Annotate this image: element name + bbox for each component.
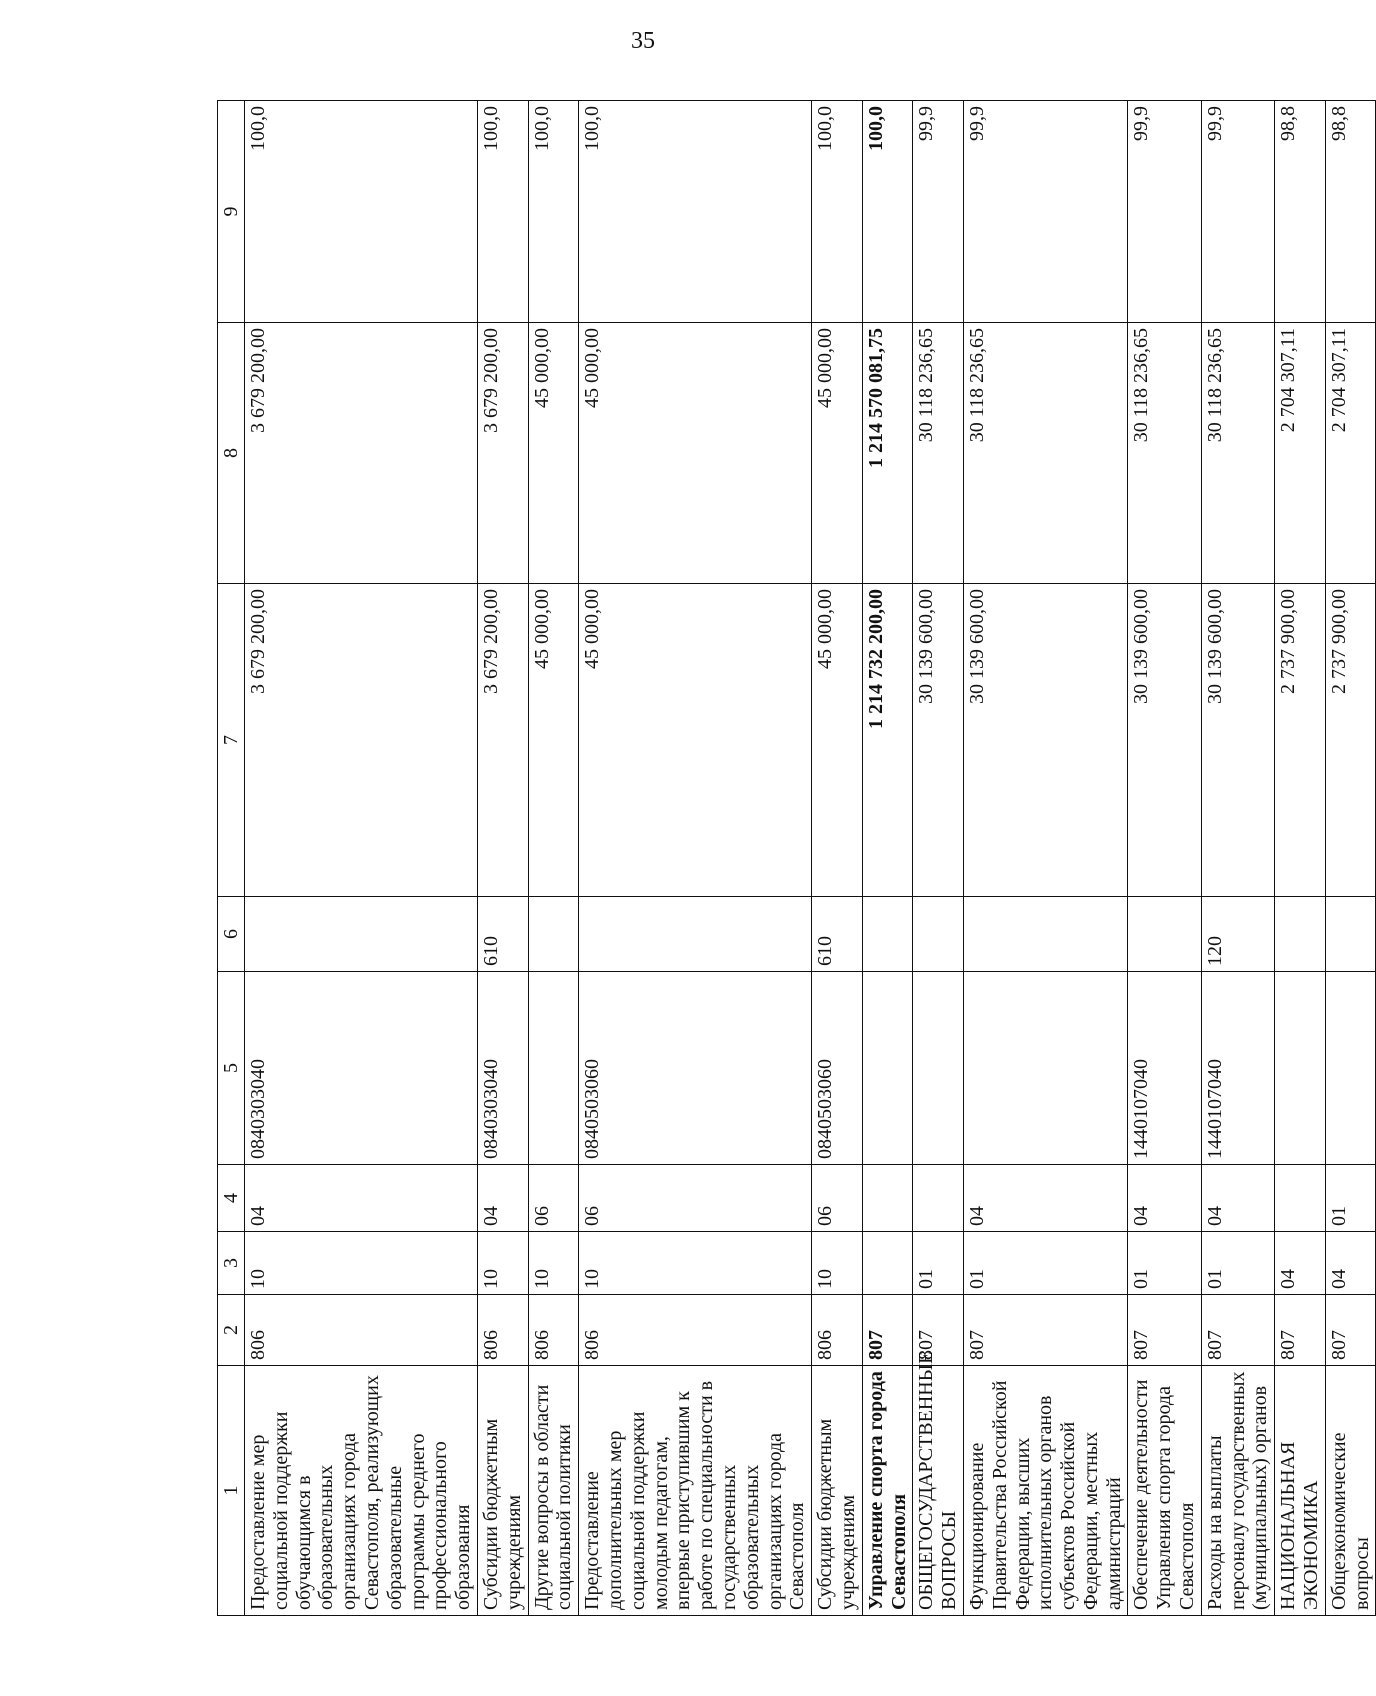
grbs-cell: 806 xyxy=(579,1295,812,1366)
row-name-cell: Расходы на выплаты персоналу государственных (муниципальных) органов xyxy=(1201,1366,1274,1616)
subsection-cell xyxy=(862,1165,913,1232)
fact-cell: 30 118 236,65 xyxy=(1128,323,1201,584)
percent-cell: 100,0 xyxy=(477,101,528,323)
fact-cell: 30 118 236,65 xyxy=(963,323,1128,584)
column-header: 7 xyxy=(218,584,245,897)
fact-cell: 45 000,00 xyxy=(528,323,579,584)
row-name-cell: Предоставление дополнительных мер социальной поддержки молодым педагогам, впервые приступившим к работе по специальности в государственных образовательных организациях города Севастополя xyxy=(579,1366,812,1616)
grbs-cell: 807 xyxy=(963,1295,1128,1366)
row-name-cell: Другие вопросы в области социальной политики xyxy=(528,1366,579,1616)
section-cell: 10 xyxy=(579,1232,812,1295)
expense-type-cell xyxy=(245,897,478,972)
section-cell: 04 xyxy=(1325,1232,1376,1295)
subsection-cell xyxy=(1275,1165,1326,1232)
target-article-cell: 1440107040 xyxy=(1201,972,1274,1165)
fact-cell: 3 679 200,00 xyxy=(477,323,528,584)
fact-cell: 2 704 307,11 xyxy=(1275,323,1326,584)
column-header: 4 xyxy=(218,1165,245,1232)
subsection-cell: 06 xyxy=(579,1165,812,1232)
fact-cell: 1 214 570 081,75 xyxy=(862,323,913,584)
subsection-cell: 04 xyxy=(963,1165,1128,1232)
subsection-cell: 06 xyxy=(528,1165,579,1232)
target-article-cell xyxy=(1275,972,1326,1165)
row-name-cell: Общеэкономические вопросы xyxy=(1325,1366,1376,1616)
expense-type-cell: 610 xyxy=(477,897,528,972)
row-name-cell: Обеспечение деятельности Управления спорта города Севастополя xyxy=(1128,1366,1201,1616)
table-row xyxy=(528,101,579,1616)
expense-type-cell xyxy=(1325,897,1376,972)
expense-type-cell xyxy=(1275,897,1326,972)
subsection-cell: 04 xyxy=(1201,1165,1274,1232)
fact-cell: 2 704 307,11 xyxy=(1325,323,1376,584)
section-cell: 04 xyxy=(1275,1232,1326,1295)
expense-type-cell: 120 xyxy=(1201,897,1274,972)
grbs-cell: 807 xyxy=(1128,1295,1201,1366)
expense-type-cell: 610 xyxy=(812,897,863,972)
subsection-cell: 06 xyxy=(812,1165,863,1232)
section-cell: 10 xyxy=(812,1232,863,1295)
table-row xyxy=(862,101,913,1616)
target-article-cell xyxy=(1325,972,1376,1165)
row-name-cell: Предоставление мер социальной поддержки обучающимся в образовательных организациях города Севастополя, реализующих образовательные программы среднего профессионального образования xyxy=(245,1366,478,1616)
table-row xyxy=(1325,101,1376,1616)
column-header: 6 xyxy=(218,897,245,972)
percent-cell: 100,0 xyxy=(862,101,913,323)
plan-cell: 2 737 900,00 xyxy=(1275,584,1326,897)
plan-cell: 45 000,00 xyxy=(579,584,812,897)
expense-type-cell xyxy=(963,897,1128,972)
grbs-cell: 807 xyxy=(862,1295,913,1366)
plan-cell: 3 679 200,00 xyxy=(245,584,478,897)
plan-cell: 1 214 732 200,00 xyxy=(862,584,913,897)
percent-cell: 100,0 xyxy=(812,101,863,323)
plan-cell: 30 139 600,00 xyxy=(963,584,1128,897)
table-body xyxy=(245,101,1376,1616)
table-row xyxy=(245,101,478,1616)
section-cell: 10 xyxy=(245,1232,478,1295)
grbs-cell: 806 xyxy=(245,1295,478,1366)
column-header: 1 xyxy=(218,1366,245,1616)
fact-cell: 45 000,00 xyxy=(812,323,863,584)
plan-cell: 30 139 600,00 xyxy=(1201,584,1274,897)
section-cell: 01 xyxy=(913,1232,964,1295)
row-name-cell: НАЦИОНАЛЬНАЯ ЭКОНОМИКА xyxy=(1275,1366,1326,1616)
column-header: 8 xyxy=(218,323,245,584)
table-row xyxy=(1128,101,1201,1616)
table-row xyxy=(1275,101,1326,1616)
target-article-cell xyxy=(913,972,964,1165)
table-row xyxy=(913,101,964,1616)
row-name-cell: Субсидии бюджетным учреждениям xyxy=(477,1366,528,1616)
plan-cell: 30 139 600,00 xyxy=(913,584,964,897)
target-article-cell: 0840503060 xyxy=(812,972,863,1165)
fact-cell: 30 118 236,65 xyxy=(1201,323,1274,584)
expense-type-cell xyxy=(862,897,913,972)
grbs-cell: 806 xyxy=(477,1295,528,1366)
row-name-cell: Функционирование Правительства Российской Федерации, высших исполнительных органов субъектов Российской Федерации, местных администраций xyxy=(963,1366,1128,1616)
percent-cell: 100,0 xyxy=(245,101,478,323)
header-row xyxy=(218,101,245,1616)
expense-type-cell xyxy=(579,897,812,972)
expense-type-cell xyxy=(913,897,964,972)
row-name-cell: Управление спорта города Севастополя xyxy=(862,1366,913,1616)
column-header: 9 xyxy=(218,101,245,323)
percent-cell: 98,8 xyxy=(1275,101,1326,323)
grbs-cell: 807 xyxy=(1325,1295,1376,1366)
target-article-cell: 0840303040 xyxy=(245,972,478,1165)
section-cell: 01 xyxy=(1128,1232,1201,1295)
fact-cell: 30 118 236,65 xyxy=(913,323,964,584)
plan-cell: 30 139 600,00 xyxy=(1128,584,1201,897)
grbs-cell: 807 xyxy=(1275,1295,1326,1366)
subsection-cell: 04 xyxy=(245,1165,478,1232)
subsection-cell: 04 xyxy=(477,1165,528,1232)
plan-cell: 3 679 200,00 xyxy=(477,584,528,897)
column-header: 3 xyxy=(218,1232,245,1295)
percent-cell: 98,8 xyxy=(1325,101,1376,323)
target-article-cell xyxy=(963,972,1128,1165)
fact-cell: 45 000,00 xyxy=(579,323,812,584)
target-article-cell: 0840303040 xyxy=(477,972,528,1165)
section-cell xyxy=(862,1232,913,1295)
grbs-cell: 806 xyxy=(812,1295,863,1366)
budget-table xyxy=(217,100,1376,1616)
section-cell: 10 xyxy=(477,1232,528,1295)
subsection-cell: 04 xyxy=(1128,1165,1201,1232)
subsection-cell xyxy=(913,1165,964,1232)
section-cell: 01 xyxy=(1201,1232,1274,1295)
section-cell: 01 xyxy=(963,1232,1128,1295)
plan-cell: 45 000,00 xyxy=(812,584,863,897)
table-row xyxy=(812,101,863,1616)
column-header: 5 xyxy=(218,972,245,1165)
grbs-cell: 807 xyxy=(1201,1295,1274,1366)
expense-type-cell xyxy=(528,897,579,972)
table-row xyxy=(1201,101,1274,1616)
plan-cell: 2 737 900,00 xyxy=(1325,584,1376,897)
table-row xyxy=(963,101,1128,1616)
target-article-cell: 0840503060 xyxy=(579,972,812,1165)
grbs-cell: 807 xyxy=(913,1295,964,1366)
percent-cell: 99,9 xyxy=(963,101,1128,323)
percent-cell: 100,0 xyxy=(579,101,812,323)
target-article-cell xyxy=(862,972,913,1165)
percent-cell: 99,9 xyxy=(1201,101,1274,323)
table-row xyxy=(477,101,528,1616)
section-cell: 10 xyxy=(528,1232,579,1295)
target-article-cell xyxy=(528,972,579,1165)
page-number: 35 xyxy=(631,28,655,54)
percent-cell: 99,9 xyxy=(913,101,964,323)
expense-type-cell xyxy=(1128,897,1201,972)
target-article-cell: 1440107040 xyxy=(1128,972,1201,1165)
column-header: 2 xyxy=(218,1295,245,1366)
grbs-cell: 806 xyxy=(528,1295,579,1366)
fact-cell: 3 679 200,00 xyxy=(245,323,478,584)
row-name-cell: Субсидии бюджетным учреждениям xyxy=(812,1366,863,1616)
subsection-cell: 01 xyxy=(1325,1165,1376,1232)
percent-cell: 99,9 xyxy=(1128,101,1201,323)
percent-cell: 100,0 xyxy=(528,101,579,323)
rotated-table-wrapper xyxy=(217,101,1373,1616)
plan-cell: 45 000,00 xyxy=(528,584,579,897)
table-row xyxy=(579,101,812,1616)
row-name-cell: ОБЩЕГОСУДАРСТВЕННЫЕ ВОПРОСЫ xyxy=(913,1366,964,1616)
